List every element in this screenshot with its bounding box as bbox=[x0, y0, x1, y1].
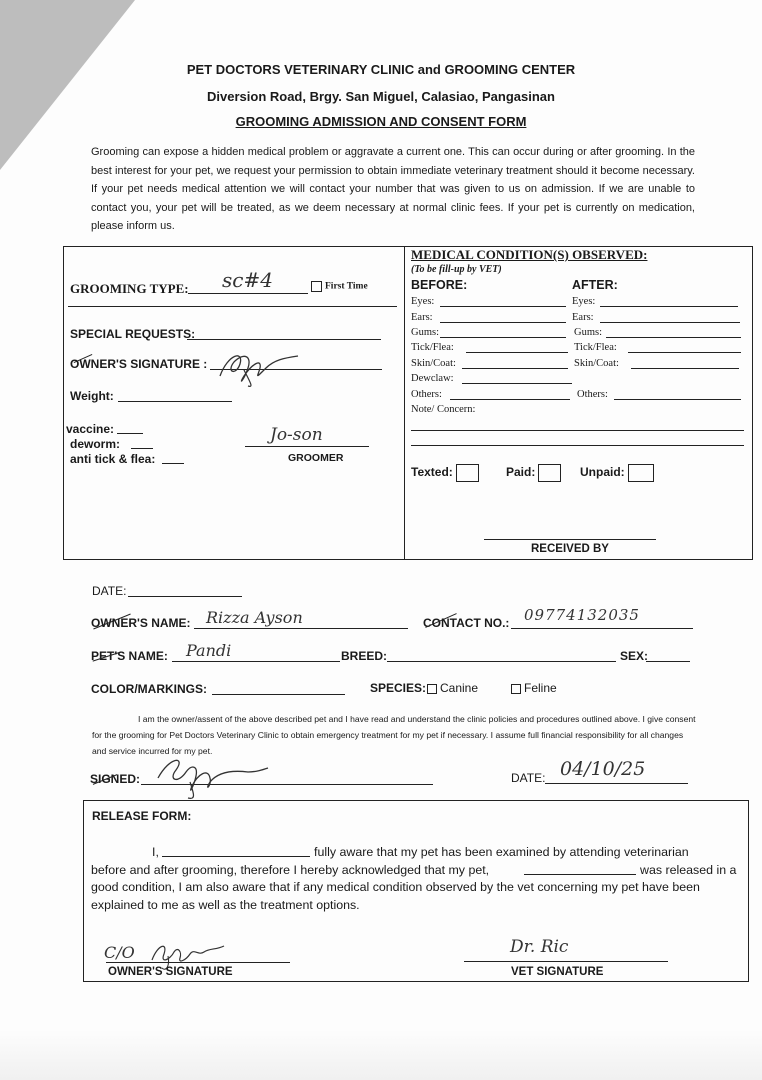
deworm-line[interactable] bbox=[131, 448, 153, 449]
after-label: AFTER: bbox=[572, 278, 618, 292]
box-divider bbox=[404, 246, 405, 560]
vet-sig-line[interactable] bbox=[464, 961, 668, 962]
after-ears-label: Ears: bbox=[572, 312, 594, 323]
before-eyes-line[interactable] bbox=[440, 306, 566, 307]
groomer-label: GROOMER bbox=[288, 452, 344, 464]
date-label: DATE: bbox=[92, 584, 127, 598]
before-ears-label: Ears: bbox=[411, 312, 433, 323]
before-skincoat-label: Skin/Coat: bbox=[411, 358, 456, 369]
before-gums-line[interactable] bbox=[440, 337, 566, 338]
before-ears-line[interactable] bbox=[440, 322, 566, 323]
before-tickflea-label: Tick/Flea: bbox=[411, 342, 454, 353]
owner-signature-scribble bbox=[214, 346, 304, 395]
before-others-line[interactable] bbox=[450, 399, 570, 400]
color-label: COLOR/MARKINGS: bbox=[91, 682, 207, 696]
breed-label: BREED: bbox=[341, 649, 388, 663]
pet-name-value[interactable]: Pandi bbox=[186, 641, 232, 660]
clinic-name: PET DOCTORS VETERINARY CLINIC and GROOMING CENTER bbox=[186, 62, 576, 77]
release-i: I, bbox=[152, 845, 159, 859]
after-gums-label: Gums: bbox=[574, 327, 603, 338]
canine-label: Canine bbox=[440, 681, 479, 695]
first-time-option[interactable] bbox=[311, 281, 368, 292]
signed-date-line[interactable] bbox=[545, 783, 688, 784]
form-title: GROOMING ADMISSION AND CONSENT FORM bbox=[235, 114, 527, 129]
groomer-line bbox=[245, 446, 369, 447]
weight-line[interactable] bbox=[118, 401, 232, 402]
owner-signature-label: OWNER'S SIGNATURE : bbox=[70, 357, 208, 371]
before-label: BEFORE: bbox=[411, 278, 468, 292]
texted-option[interactable] bbox=[411, 464, 479, 482]
feline-option[interactable] bbox=[511, 681, 557, 695]
after-tickflea-label: Tick/Flea: bbox=[574, 342, 617, 353]
after-tickflea-line[interactable] bbox=[628, 352, 741, 353]
release-line4: explained to me as well as the treatment options. bbox=[91, 898, 360, 912]
canine-checkbox[interactable] bbox=[427, 684, 437, 694]
medical-title: MEDICAL CONDITION(S) OBSERVED: bbox=[411, 247, 648, 262]
paid-checkbox[interactable] bbox=[538, 464, 561, 482]
color-line[interactable] bbox=[212, 694, 345, 695]
paid-option[interactable] bbox=[506, 464, 561, 482]
vaccine-label: vaccine: bbox=[66, 422, 115, 436]
grooming-type-line bbox=[188, 293, 308, 294]
contact-line[interactable] bbox=[511, 628, 693, 629]
note-line-2[interactable] bbox=[411, 445, 744, 446]
antitick-label: anti tick & flea: bbox=[70, 452, 156, 466]
signed-date-label: DATE: bbox=[511, 771, 546, 785]
canine-option[interactable] bbox=[427, 681, 478, 695]
texted-label: Texted: bbox=[411, 465, 453, 480]
sex-label: SEX: bbox=[620, 649, 649, 663]
release-title: RELEASE FORM: bbox=[92, 809, 192, 823]
release-owner-sig-line[interactable] bbox=[106, 962, 290, 963]
special-requests-line[interactable] bbox=[187, 339, 381, 340]
release-line3: good condition, I am also aware that if any medical condition observed by the vet concerning my pet have been bbox=[91, 880, 700, 894]
signed-date-value[interactable]: 04/10/25 bbox=[560, 758, 646, 780]
before-others-label: Others: bbox=[411, 389, 442, 400]
vet-sig-label: VET SIGNATURE bbox=[511, 966, 604, 978]
first-time-checkbox[interactable] bbox=[311, 281, 322, 292]
release-line2b: was released in a bbox=[640, 863, 737, 877]
note-line-1[interactable] bbox=[411, 430, 744, 431]
clinic-address: Diversion Road, Brgy. San Miguel, Calasiao, Pangasinan bbox=[207, 89, 555, 104]
breed-line[interactable] bbox=[387, 661, 616, 662]
unpaid-label: Unpaid: bbox=[580, 465, 625, 480]
received-by-label: RECEIVED BY bbox=[531, 543, 609, 555]
unpaid-checkbox[interactable] bbox=[628, 464, 654, 482]
after-others-label: Others: bbox=[577, 389, 608, 400]
contact-value[interactable]: 09774132035 bbox=[524, 606, 640, 624]
unpaid-option[interactable] bbox=[580, 464, 654, 482]
signed-label: SIGNED: bbox=[90, 772, 141, 786]
release-line1: fully aware that my pet has been examined by attending veterinarian bbox=[314, 845, 689, 859]
paid-label: Paid: bbox=[506, 465, 536, 480]
note-concern-label: Note/ Concern: bbox=[411, 404, 476, 415]
after-others-line[interactable] bbox=[614, 399, 741, 400]
pet-name-line[interactable] bbox=[172, 661, 340, 662]
feline-checkbox[interactable] bbox=[511, 684, 521, 694]
after-gums-line[interactable] bbox=[606, 337, 741, 338]
after-skincoat-line[interactable] bbox=[631, 368, 739, 369]
before-gums-label: Gums: bbox=[411, 327, 440, 338]
release-pet-line[interactable] bbox=[524, 874, 636, 875]
weight-label: Weight: bbox=[70, 389, 114, 403]
groomer-name: Jo-son bbox=[270, 425, 323, 445]
before-tickflea-line[interactable] bbox=[466, 352, 568, 353]
grooming-type-value[interactable]: sc#4 bbox=[222, 268, 273, 292]
owner-name-value[interactable]: Rizza Ayson bbox=[206, 608, 303, 627]
before-dewclaw-label: Dewclaw: bbox=[411, 373, 454, 384]
consent-text: I am the owner/assent of the above described pet and I have read and understand the clinic policies and procedures outlined above. I give consent for the grooming for Pet Doctors Veterinary Clinic to obtain emergency treatment for my pet if necessary. I assume full financial responsibility for all changes and service incurred for my pet. bbox=[92, 714, 696, 756]
owner-name-label: OWNER'S NAME: bbox=[91, 616, 191, 630]
special-requests-label: SPECIAL REQUESTS: bbox=[70, 327, 196, 341]
divider-line bbox=[68, 306, 397, 307]
release-owner-sig-label: OWNER'S SIGNATURE bbox=[108, 966, 233, 978]
owner-name-line[interactable] bbox=[194, 628, 408, 629]
medical-subtitle: (To be fill-up by VET) bbox=[411, 264, 502, 275]
deworm-label: deworm: bbox=[70, 437, 121, 451]
page-bottom-shade bbox=[0, 1030, 762, 1080]
after-eyes-line[interactable] bbox=[600, 306, 738, 307]
received-by-line[interactable] bbox=[484, 539, 656, 540]
sex-line[interactable] bbox=[646, 661, 690, 662]
after-eyes-label: Eyes: bbox=[572, 296, 596, 307]
before-skincoat-line[interactable] bbox=[462, 368, 568, 369]
species-label: SPECIES: bbox=[370, 681, 427, 695]
release-name-line[interactable] bbox=[162, 856, 310, 857]
first-time-label: First Time bbox=[325, 281, 368, 292]
after-skincoat-label: Skin/Coat: bbox=[574, 358, 619, 369]
antitick-line[interactable] bbox=[162, 463, 184, 464]
before-eyes-label: Eyes: bbox=[411, 296, 435, 307]
texted-checkbox[interactable] bbox=[456, 464, 479, 482]
after-ears-line[interactable] bbox=[600, 322, 740, 323]
intro-paragraph: Grooming can expose a hidden medical problem or aggravate a current one. This can occur during or after grooming. In the best interest for your pet, we request your permission to obtain immediate veterinary treatment should it become necessary. If your pet needs medical attention we will contact your number that was given to us on admission. If we are unable to contact you, your pet will be treated, as we deem necessary at normal clinic fees. If your pet is currently on medication, please inform us. bbox=[91, 146, 695, 232]
release-line2: before and after grooming, therefore I hereby acknowledged that my pet, bbox=[91, 863, 490, 877]
before-dewclaw-line[interactable] bbox=[462, 383, 572, 384]
grooming-type-label: GROOMING TYPE: bbox=[70, 281, 189, 296]
signed-signature-scribble bbox=[152, 752, 272, 807]
vet-name: Dr. Ric bbox=[510, 937, 569, 957]
feline-label: Feline bbox=[524, 681, 557, 695]
release-owner-co: C/O bbox=[104, 943, 135, 962]
vaccine-line[interactable] bbox=[117, 433, 143, 434]
contact-label: CONTACT NO.: bbox=[423, 616, 510, 630]
date-line[interactable] bbox=[128, 596, 242, 597]
pet-name-label: PET'S NAME: bbox=[91, 649, 168, 663]
